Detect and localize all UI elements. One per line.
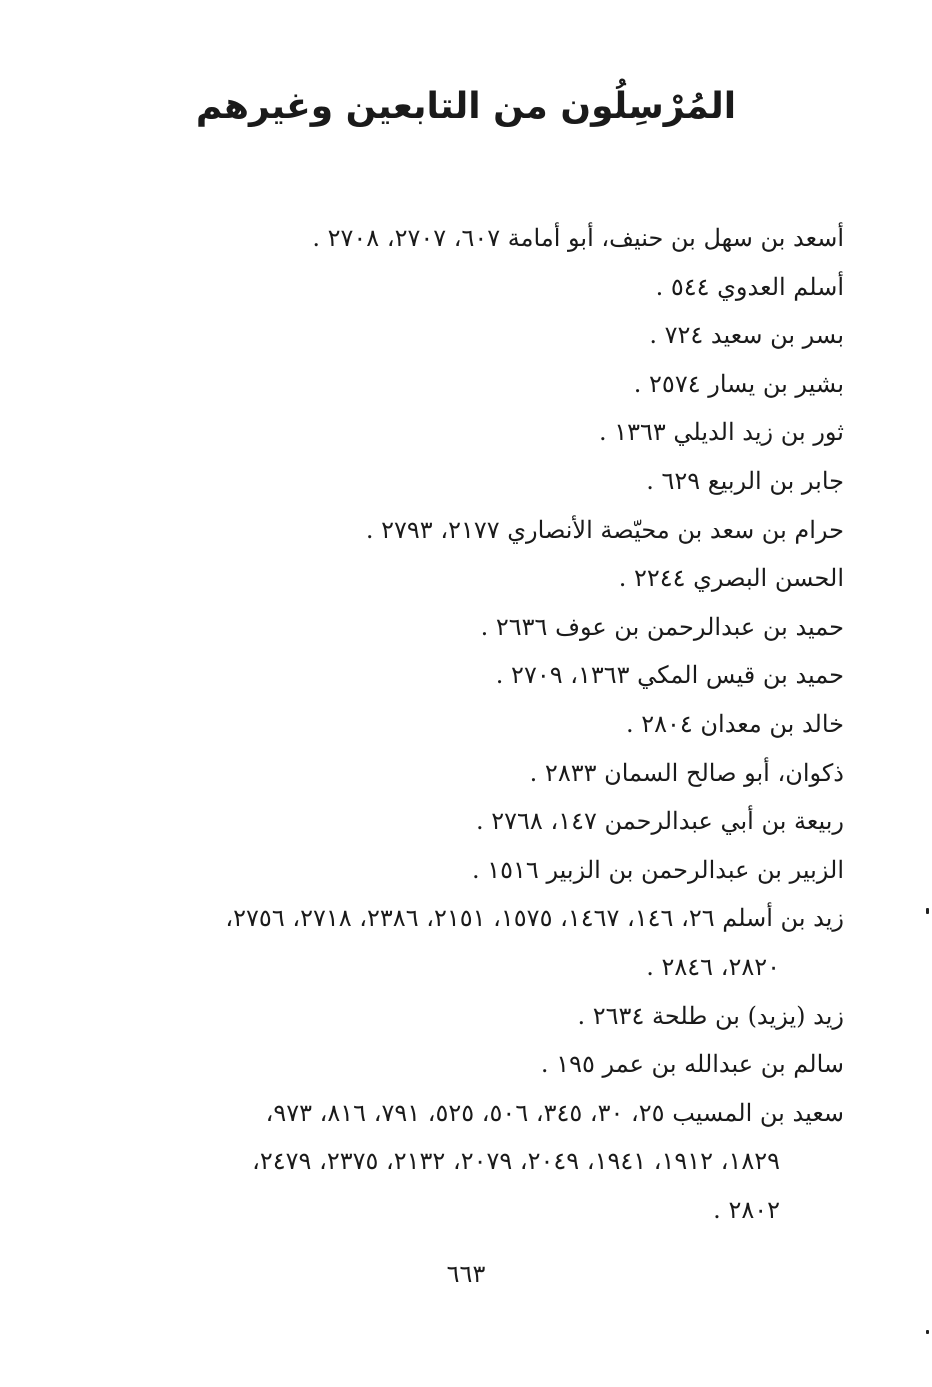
list-item-saeed-line3: ٢٨٠٢ . <box>713 1195 780 1224</box>
list-item: بشير بن يسار ٢٥٧٤ . <box>633 369 844 398</box>
entries-list <box>114 214 844 1234</box>
list-item: حميد بن قيس المكي ١٣٦٣، ٢٧٠٩ . <box>495 661 844 690</box>
scan-speck <box>926 908 929 914</box>
scan-speck <box>926 1330 929 1334</box>
list-item-saeed-line1: سعيد بن المسيب ٢٥، ٣٠، ٣٤٥، ٥٠٦، ٥٢٥، ٧٩١، ٨١٦، ٩٧٣، <box>265 1098 844 1127</box>
list-item: حميد بن عبدالرحمن بن عوف ٢٦٣٦ . <box>480 612 844 641</box>
list-item: زيد (يزيد) بن طلحة ٢٦٣٤ . <box>577 1001 844 1030</box>
list-item: الحسن البصري ٢٢٤٤ . <box>618 564 844 593</box>
list-item: ربيعة بن أبي عبدالرحمن ١٤٧، ٢٧٦٨ . <box>475 807 844 836</box>
list-item-zaid-line1: زيد بن أسلم ٢٦، ١٤٦، ١٤٦٧، ١٥٧٥، ٢١٥١، ٢٣٨٦، ٢٧١٨، ٢٧٥٦، <box>225 904 844 933</box>
list-item: بسر بن سعيد ٧٢٤ . <box>649 321 844 350</box>
list-item: خالد بن معدان ٢٨٠٤ . <box>625 709 844 738</box>
list-item: الزبير بن عبدالرحمن بن الزبير ١٥١٦ . <box>471 855 844 884</box>
list-item: أسلم العدوي ٥٤٤ . <box>655 272 844 301</box>
list-item: سالم بن عبدالله بن عمر ١٩٥ . <box>540 1050 844 1079</box>
list-item: حرام بن سعد بن محيّصة الأنصاري ٢١٧٧، ٢٧٩٣ . <box>365 515 844 544</box>
page-number: ٦٦٣ <box>446 1260 486 1288</box>
list-item-zaid-line2: ٢٨٢٠، ٢٨٤٦ . <box>646 952 780 981</box>
page-title: المُرْسِلُون من التابعين وغيرهم <box>195 86 737 127</box>
list-item: ذكوان، أبو صالح السمان ٢٨٣٣ . <box>529 758 844 787</box>
list-item: جابر بن الربيع ٦٢٩ . <box>646 466 844 495</box>
list-item: أسعد بن سهل بن حنيف، أبو أمامة ٦٠٧، ٢٧٠٧، ٢٧٠٨ . <box>312 224 844 252</box>
list-item-saeed-line2: ١٨٢٩، ١٩١٢، ١٩٤١، ٢٠٤٩، ٢٠٧٩، ٢١٣٢، ٢٣٧٥، ٢٤٧٩، <box>252 1147 780 1176</box>
list-item: ثور بن زيد الديلي ١٣٦٣ . <box>598 418 844 447</box>
